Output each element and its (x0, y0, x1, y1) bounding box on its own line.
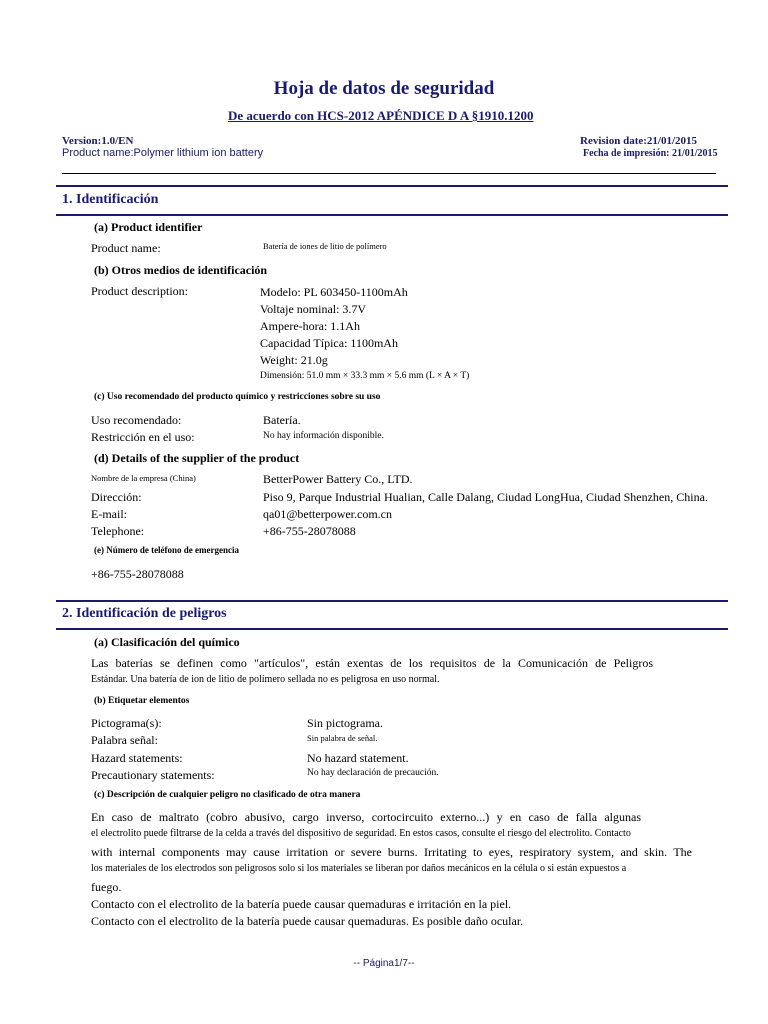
section2-title: 2. Identificación de peligros (62, 606, 227, 621)
hazard-description-line: with internal components may cause irritation or severe burns. Irritating to eyes, respiratory system, and skin. The (91, 845, 692, 859)
palabra-value: Sin palabra de señal. (307, 733, 378, 743)
company-value: BetterPower Battery Co., LTD. (263, 472, 413, 486)
product-name-header: Product name:Polymer lithium ion battery (62, 147, 264, 159)
description-line: Ampere-hora: 1.1Ah (260, 319, 360, 333)
hazard-description-line: Contacto con el electrolito de la batería puede causar quemaduras. Es posible daño ocular. (91, 914, 524, 928)
restriccion-label: Restricción en el uso: (91, 430, 195, 444)
section2c-title: (c) Descripción de cualquier peligro no clasificado de otra manera (94, 790, 361, 800)
classification-text-line2: Estándar. Una batería de ion de litio de polímero sellada no es peligrosa en uso normal. (91, 674, 440, 685)
product-description-label: Product description: (91, 284, 188, 298)
phone-label: Telephone: (91, 524, 145, 538)
document-subtitle: De acuerdo con HCS-2012 APÉNDICE D A §1910.1200 (228, 108, 534, 123)
palabra-label: Palabra señal: (91, 733, 158, 747)
description-line: Voltaje nominal: 3.7V (260, 302, 367, 316)
restriccion-value: No hay información disponible. (263, 431, 384, 441)
hazard-value: No hazard statement. (307, 751, 409, 765)
section1-top-rule (56, 185, 728, 187)
section1d-title: (d) Details of the supplier of the product (94, 451, 300, 465)
dimension-line: Dimensión: 51.0 mm × 33.3 mm × 5.6 mm (L × A × T) (260, 371, 470, 381)
precaution-value: No hay declaración de precaución. (307, 768, 439, 778)
section2b-title: (b) Etiquetar elementos (94, 696, 190, 706)
hazard-description-line: Contacto con el electrolito de la batería puede causar quemaduras e irritación en la piel. (91, 897, 512, 911)
description-line: Modelo: PL 603450-1100mAh (260, 285, 408, 299)
section1-title: 1. Identificación (62, 192, 159, 207)
phone-value: +86-755-28078088 (263, 524, 356, 538)
revision-date: Revision date:21/01/2015 (580, 135, 698, 147)
address-value: Piso 9, Parque Industrial Hualian, Calle Dalang, Ciudad LongHua, Ciudad Shenzhen, China. (263, 490, 708, 504)
version-label: Version:1.0/EN (62, 135, 134, 147)
description-line: Capacidad Típica: 1100mAh (260, 336, 398, 350)
print-date: Fecha de impresión: 21/01/2015 (583, 148, 718, 159)
header-divider (62, 173, 716, 174)
page-number: -- Página1/7-- (353, 958, 415, 969)
hazard-description-line: En caso de maltrato (cobro abusivo, cargo inverso, cortocircuito externo...) y en caso de falla algunas (91, 810, 641, 824)
classification-text-line1: Las baterías se definen como "artículos", están exentas de los requisitos de la Comunicación de Peligros (91, 656, 653, 670)
uso-value: Batería. (263, 413, 301, 427)
section1b-title: (b) Otros medios de identificación (94, 263, 268, 277)
pictograma-label: Pictograma(s): (91, 716, 162, 730)
section1a-title: (a) Product identifier (94, 220, 203, 234)
hazard-description-line: los materiales de los electrodos son peligrosos solo si los materiales se liberan por daños mecánicos en la célula o si están expuestos a (91, 863, 627, 874)
email-label: E-mail: (91, 507, 127, 521)
document-title: Hoja de datos de seguridad (273, 78, 495, 99)
section1c-title: (c) Uso recomendado del producto químico y restricciones sobre su uso (94, 392, 381, 402)
section2-bottom-rule (56, 628, 728, 630)
section2-top-rule (56, 600, 728, 602)
section2a-title: (a) Clasificación del químico (94, 635, 240, 649)
email-value[interactable]: qa01@betterpower.com.cn (263, 507, 393, 521)
description-line: Weight: 21.0g (260, 353, 328, 367)
precaution-label: Precautionary statements: (91, 768, 215, 782)
hazard-label: Hazard statements: (91, 751, 183, 765)
hazard-description-line: el electrolito puede filtrarse de la celda a través del dispositivo de seguridad. En estos casos, consulte el riesgo del electrolito. Contacto (91, 828, 631, 839)
address-label: Dirección: (91, 490, 142, 504)
product-name-label: Product name: (91, 241, 161, 255)
pictograma-value: Sin pictograma. (307, 716, 383, 730)
uso-label: Uso recomendado: (91, 413, 182, 427)
section1-bottom-rule (56, 214, 728, 216)
company-label: Nombre de la empresa (China) (91, 473, 196, 483)
hazard-description-line: fuego. (91, 880, 122, 894)
product-name-value: Batería de iones de litio de polímero (263, 241, 387, 251)
section1e-title: (e) Número de teléfono de emergencia (94, 545, 240, 555)
emergency-phone: +86-755-28078088 (91, 567, 184, 581)
